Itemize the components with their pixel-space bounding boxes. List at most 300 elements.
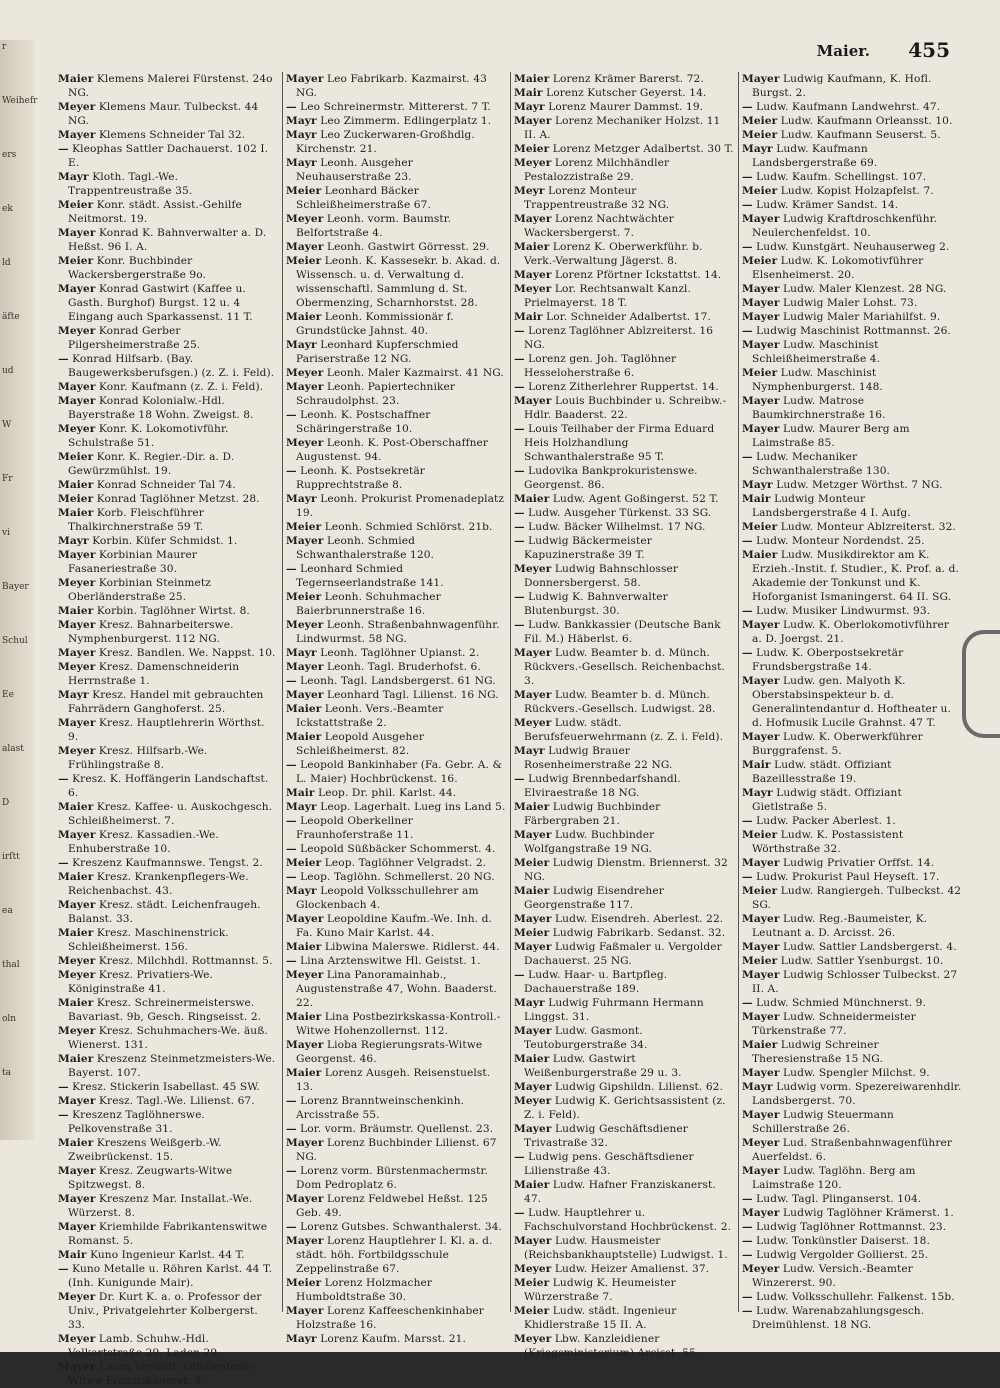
entry-surname: — bbox=[742, 1221, 753, 1233]
entry-details: Kresz. Schreinermeisterswe. Bavariast. 9b, Gesch. Ringseisst. 2. bbox=[68, 997, 262, 1023]
directory-entry bbox=[286, 436, 506, 464]
entry-details: Ludwig Buchbinder Färbergraben 21. bbox=[524, 801, 661, 827]
entry-surname: Mayer bbox=[742, 941, 780, 953]
edge-fragment: ek bbox=[2, 204, 13, 214]
entry-surname: — bbox=[514, 465, 525, 477]
directory-entry bbox=[286, 1094, 506, 1122]
directory-entry bbox=[58, 1220, 278, 1248]
entry-surname: — bbox=[742, 451, 753, 463]
entry-surname: Meyer bbox=[514, 283, 552, 295]
directory-entry bbox=[742, 646, 962, 674]
entry-details: Konr. Kaufmann (z. Z. i. Feld). bbox=[95, 381, 264, 393]
directory-entry bbox=[514, 940, 734, 968]
entry-surname: Mayer bbox=[286, 1137, 324, 1149]
entry-details: Konr. Buchbinder Wackersbergerstraße 9o. bbox=[68, 255, 207, 281]
entry-details: Ludw. Versich.-Beamter Winzererst. 90. bbox=[752, 1263, 913, 1289]
entry-surname: Meyer bbox=[742, 1263, 780, 1275]
entry-details: Korbinian Steinmetz Oberländerstraße 25. bbox=[68, 577, 211, 603]
directory-entry bbox=[514, 324, 734, 352]
directory-entry bbox=[58, 450, 278, 478]
entry-details: Kresz. Hilfsarb.-We. Frühlingstraße 8. bbox=[68, 745, 208, 771]
running-head: Maier. bbox=[816, 42, 870, 60]
entry-details: Lorenz Feldwebel Heßst. 125 Geb. 49. bbox=[296, 1193, 488, 1219]
entry-surname: Mayer bbox=[742, 73, 780, 85]
directory-entry bbox=[514, 646, 734, 688]
entry-details: Kresz. Zeugwarts-Witwe Spitzwegst. 8. bbox=[68, 1165, 233, 1191]
entry-surname: Meier bbox=[514, 1277, 550, 1289]
directory-entry bbox=[58, 744, 278, 772]
entry-details: Ludw. Schmied Münchnerst. 9. bbox=[752, 997, 926, 1009]
directory-entry bbox=[742, 1080, 962, 1108]
entry-surname: Maier bbox=[58, 1053, 94, 1065]
directory-entry bbox=[514, 1024, 734, 1052]
entry-details: Leop. Taglöhner Velgradst. 2. bbox=[321, 857, 487, 869]
directory-entry bbox=[742, 198, 962, 212]
directory-entry bbox=[58, 198, 278, 226]
entry-surname: — bbox=[58, 1109, 69, 1121]
entry-surname: Mayer bbox=[742, 213, 780, 225]
directory-entry bbox=[514, 1276, 734, 1304]
entry-surname: Meier bbox=[742, 129, 778, 141]
entry-details: Ludw. Kunstgärt. Neuhauserweg 2. bbox=[752, 241, 950, 253]
directory-entry bbox=[742, 758, 962, 786]
entry-details: Leonh. Prokurist Promenadeplatz 19. bbox=[296, 493, 505, 519]
entry-details: Ludw. Agent Goßingerst. 52 T. bbox=[549, 493, 719, 505]
entry-surname: Meier bbox=[58, 493, 94, 505]
entry-details: Kresz. Milchhdl. Rottmannst. 5. bbox=[95, 955, 273, 967]
entry-details: Ludw. Beamter b. d. Münch. Rückvers.-Gesellsch. Reichenbachst. 3. bbox=[524, 647, 725, 687]
adjacent-page-edge bbox=[0, 40, 38, 1140]
directory-entry bbox=[514, 1304, 734, 1332]
entry-surname: Maier bbox=[58, 507, 94, 519]
directory-entry bbox=[514, 520, 734, 534]
entry-details: Konrad K. Bahnverwalter a. D. Heßst. 96 I. A. bbox=[68, 227, 267, 253]
entry-details: Leopold Volksschullehrer am Glockenbach 4. bbox=[296, 885, 479, 911]
entry-details: Leonh. Maler Kazmairst. 41 NG. bbox=[323, 367, 504, 379]
entry-details: Ludw. Beamter b. d. Münch. Rückvers.-Gesellsch. Ludwigst. 28. bbox=[524, 689, 716, 715]
entry-details: Leop. Lagerhalt. Lueg ins Land 5. bbox=[316, 801, 506, 813]
directory-entry bbox=[742, 338, 962, 366]
entry-surname: Mayer bbox=[58, 381, 96, 393]
directory-entry bbox=[742, 142, 962, 170]
entry-details: Ludw. K. Oberpostsekretär Frundsbergstraße 14. bbox=[752, 647, 904, 673]
directory-entry bbox=[58, 660, 278, 688]
entry-surname: Mayr bbox=[58, 171, 89, 183]
directory-entry bbox=[514, 492, 734, 506]
entry-surname: Meyer bbox=[58, 1291, 96, 1303]
entry-details: Leonh. Ausgeher Neuhauserstraße 23. bbox=[296, 157, 413, 183]
entry-details: Lor. Schneider Adalbertst. 17. bbox=[542, 311, 711, 323]
entry-details: Ludw. gen. Malyoth K. Oberstabsinspekteur b. d. Generalintendantur d. Hoftheater u. d. Hofmusik Lucile Grahnst. 47 T. bbox=[752, 675, 951, 729]
edge-fragment: vi bbox=[2, 528, 10, 538]
page-number: 455 bbox=[908, 38, 950, 62]
entry-details: Lorenz Pförtner Ickstattst. 14. bbox=[551, 269, 722, 281]
directory-entry bbox=[742, 548, 962, 604]
entry-surname: Meier bbox=[286, 857, 322, 869]
entry-details: Lorenz Metzger Adalbertst. 30 T. bbox=[549, 143, 734, 155]
edge-fragment: Fr bbox=[2, 474, 13, 484]
directory-entry bbox=[742, 478, 962, 492]
edge-fragment: ta bbox=[2, 1068, 11, 1078]
directory-entry bbox=[514, 688, 734, 716]
directory-entry bbox=[286, 100, 506, 114]
entry-details: Ludw. Gastwirt Weißenburgerstraße 29 u. 3. bbox=[524, 1053, 682, 1079]
entry-surname: — bbox=[514, 381, 525, 393]
directory-entry bbox=[58, 870, 278, 898]
entry-surname: Meyer bbox=[58, 661, 96, 673]
entry-surname: — bbox=[286, 871, 297, 883]
entry-details: Kresz. Bahnarbeiterswe. Nymphenburgerst. 112 NG. bbox=[68, 619, 234, 645]
entry-surname: Mayr bbox=[286, 647, 317, 659]
entry-surname: Mayer bbox=[742, 731, 780, 743]
entry-surname: Mayer bbox=[58, 1165, 96, 1177]
entry-details: Ludw. städt. Berufsfeuerwehrmann (z. Z. i. Feld). bbox=[524, 717, 724, 743]
entry-surname: — bbox=[742, 647, 753, 659]
entry-details: Ludw. städt. Ingenieur Khidlerstraße 15 II. A. bbox=[524, 1305, 677, 1331]
entry-details: Leop. Taglöhn. Schmellerst. 20 NG. bbox=[296, 871, 495, 883]
entry-details: Ludw. Maschinist Nymphenburgerst. 148. bbox=[752, 367, 883, 393]
entry-details: Leonhard Kupferschmied Pariserstraße 12 NG. bbox=[296, 339, 459, 365]
entry-details: Leo Fabrikarb. Kazmairst. 43 NG. bbox=[296, 73, 487, 99]
directory-entry bbox=[286, 520, 506, 534]
directory-entry bbox=[286, 912, 506, 940]
directory-entry bbox=[742, 954, 962, 968]
entry-surname: Meier bbox=[514, 927, 550, 939]
directory-entry bbox=[742, 422, 962, 450]
directory-entry bbox=[58, 1360, 278, 1388]
edge-fragment: alast bbox=[2, 744, 24, 754]
entry-surname: — bbox=[514, 969, 525, 981]
directory-entry bbox=[742, 674, 962, 730]
directory-entry bbox=[58, 716, 278, 744]
entry-details: Ludwig Fabrikarb. Sedanst. 32. bbox=[549, 927, 726, 939]
entry-details: Ludw. Bäcker Wilhelmst. 17 NG. bbox=[524, 521, 706, 533]
entry-surname: Mayer bbox=[742, 1207, 780, 1219]
entry-surname: Meyer bbox=[514, 717, 552, 729]
entry-surname: Mayer bbox=[286, 689, 324, 701]
directory-entry bbox=[286, 408, 506, 436]
directory-entry bbox=[742, 366, 962, 394]
entry-details: Ludw. Hafner Franziskanerst. 47. bbox=[524, 1179, 716, 1205]
entry-details: Ludwig Monteur Landsbergerstraße 4 I. Aufg. bbox=[752, 493, 911, 519]
entry-details: Leonh. K. Post-Oberschaffner Augustenst. 94. bbox=[296, 437, 489, 463]
directory-entry bbox=[286, 940, 506, 954]
entry-surname: Mayer bbox=[742, 1165, 780, 1177]
directory-entry bbox=[58, 548, 278, 576]
entry-surname: Maier bbox=[514, 73, 550, 85]
entry-surname: — bbox=[514, 507, 525, 519]
directory-entry bbox=[286, 800, 506, 814]
entry-details: Ludw. Gasmont. Teutoburgerstraße 34. bbox=[524, 1025, 648, 1051]
entry-details: Konrad Taglöhner Metzst. 28. bbox=[93, 493, 260, 505]
directory-entry bbox=[514, 422, 734, 464]
entry-surname: Mayer bbox=[58, 717, 96, 729]
entry-surname: Mayer bbox=[514, 269, 552, 281]
entry-details: Leopold Bankinhaber (Fa. Gebr. A. & L. Maier) Hochbrückenst. 16. bbox=[296, 759, 503, 785]
entry-surname: Maier bbox=[286, 1067, 322, 1079]
entry-details: Ludw. Mechaniker Schwanthalerstraße 130. bbox=[752, 451, 891, 477]
directory-entry bbox=[742, 282, 962, 296]
directory-entry bbox=[514, 828, 734, 856]
entry-details: Ludw. Monteur Ablzreiterst. 32. bbox=[777, 521, 956, 533]
directory-entry bbox=[58, 772, 278, 800]
entry-surname: Mayer bbox=[514, 395, 552, 407]
directory-entry bbox=[514, 1052, 734, 1080]
edge-fragment: äfte bbox=[2, 312, 20, 322]
entry-surname: Mayer bbox=[742, 1109, 780, 1121]
directory-entry bbox=[58, 1262, 278, 1290]
entry-details: Leonh. Papiertechniker Schraudolphst. 23. bbox=[296, 381, 456, 407]
entry-surname: Meyer bbox=[286, 437, 324, 449]
directory-entry bbox=[514, 506, 734, 520]
entry-surname: — bbox=[286, 465, 297, 477]
entry-details: Ludw. städt. Offiziant Bazeillesstraße 19. bbox=[752, 759, 892, 785]
directory-entry bbox=[58, 72, 278, 100]
entry-surname: — bbox=[514, 521, 525, 533]
entry-details: Libwina Malerswe. Ridlerst. 44. bbox=[321, 941, 500, 953]
directory-entry bbox=[58, 142, 278, 170]
entry-details: Konrad Gerber Pilgersheimerstraße 25. bbox=[68, 325, 201, 351]
directory-entry bbox=[742, 310, 962, 324]
directory-entry bbox=[286, 380, 506, 408]
entry-surname: Meyer bbox=[742, 1137, 780, 1149]
directory-entry bbox=[514, 114, 734, 142]
entry-surname: Meier bbox=[286, 185, 322, 197]
entry-details: Ludwig Maler Mariahilfst. 9. bbox=[779, 311, 941, 323]
entry-details: Ludwig Schlosser Tulbeckst. 27 II. A. bbox=[752, 969, 958, 995]
entry-surname: — bbox=[514, 535, 525, 547]
directory-entry bbox=[742, 786, 962, 814]
entry-details: Ludw. Spengler Milchst. 9. bbox=[779, 1067, 930, 1079]
entry-surname: Mayr bbox=[742, 143, 773, 155]
directory-entry bbox=[742, 1136, 962, 1164]
directory-entry bbox=[514, 184, 734, 212]
entry-details: Ludwig Fuhrmann Hermann Linggst. 31. bbox=[524, 997, 704, 1023]
entry-surname: Mayer bbox=[514, 1081, 552, 1093]
entry-surname: Maier bbox=[58, 73, 94, 85]
entry-surname: — bbox=[286, 759, 297, 771]
directory-entry bbox=[742, 730, 962, 758]
entry-details: Korbinian Maurer Fasaneriestraße 30. bbox=[68, 549, 197, 575]
entry-surname: Meyer bbox=[58, 423, 96, 435]
directory-entry bbox=[286, 366, 506, 380]
entry-surname: Mayer bbox=[58, 619, 96, 631]
directory-entry bbox=[58, 1108, 278, 1136]
entry-surname: Meyer bbox=[286, 367, 324, 379]
entry-surname: Maier bbox=[514, 1179, 550, 1191]
entry-details: Leonh. vorm. Baumstr. Belfortstraße 4. bbox=[296, 213, 452, 239]
entry-surname: Meyr bbox=[514, 185, 545, 197]
entry-surname: Mayer bbox=[742, 339, 780, 351]
entry-surname: Meyer bbox=[286, 619, 324, 631]
entry-details: Lud. Straßenbahnwagenführer Auerfeldst. 6. bbox=[752, 1137, 953, 1163]
entry-details: Leonh. Straßenbahnwagenführ. Lindwurmst. 58 NG. bbox=[296, 619, 500, 645]
directory-entry bbox=[742, 534, 962, 548]
entry-surname: Mayr bbox=[286, 801, 317, 813]
entry-details: Leonh. Tagl. Bruderhofst. 6. bbox=[323, 661, 481, 673]
entry-details: Kriemhilde Fabrikantenswitwe Romanst. 5. bbox=[68, 1221, 268, 1247]
entry-details: Kreszenz Steinmetzmeisters-We. Bayerst. 107. bbox=[68, 1053, 276, 1079]
entry-surname: Mayer bbox=[514, 689, 552, 701]
entry-surname: Mayr bbox=[514, 101, 545, 113]
entry-surname: Maier bbox=[58, 997, 94, 1009]
entry-details: Konrad Gastwirt (Kaffee u. Gasth. Burghof) Burgst. 12 u. 4 Eingang auch Sparkassenst. 11 T. bbox=[68, 283, 253, 323]
entry-details: Leonhard Schmied Tegernseerlandstraße 141. bbox=[296, 563, 444, 589]
directory-entry bbox=[58, 226, 278, 254]
entry-surname: Meyer bbox=[286, 213, 324, 225]
entry-details: Leo Schreinermstr. Mittererst. 7 T. bbox=[296, 101, 491, 113]
entry-details: Kresz. Bandlen. We. Nappst. 10. bbox=[95, 647, 276, 659]
directory-entry bbox=[286, 1010, 506, 1038]
entry-surname: Mair bbox=[514, 87, 543, 99]
entry-details: Leonh. Schuhmacher Baierbrunnerstraße 16. bbox=[296, 591, 441, 617]
directory-entry bbox=[58, 254, 278, 282]
entry-surname: Meier bbox=[286, 521, 322, 533]
directory-columns bbox=[58, 72, 963, 1387]
entry-details: Klemens Maur. Tulbeckst. 44 NG. bbox=[68, 101, 259, 127]
entry-details: Lorenz Krämer Barerst. 72. bbox=[549, 73, 704, 85]
entry-details: Ludwig Maschinist Rottmannst. 26. bbox=[752, 325, 951, 337]
directory-entry bbox=[514, 380, 734, 394]
entry-details: Kreszenz Mar. Installat.-We. Würzerst. 8. bbox=[68, 1193, 253, 1219]
entry-details: Ludw. Heizer Amalienst. 37. bbox=[551, 1263, 710, 1275]
entry-surname: Mayr bbox=[58, 535, 89, 547]
page-header bbox=[40, 38, 950, 66]
entry-surname: Mayer bbox=[58, 395, 96, 407]
directory-entry bbox=[514, 1178, 734, 1206]
entry-details: Kreszenz Kaufmannswe. Tengst. 2. bbox=[68, 857, 263, 869]
entry-details: Lor. Rechtsanwalt Kanzl. Prielmayerst. 18 T. bbox=[524, 283, 691, 309]
entry-surname: Meyer bbox=[514, 1333, 552, 1345]
directory-entry bbox=[514, 72, 734, 86]
entry-surname: Meyer bbox=[514, 563, 552, 575]
entry-details: Ludwig Faßmaler u. Vergolder Dachauerst. 25 NG. bbox=[524, 941, 722, 967]
entry-surname: Mayer bbox=[742, 913, 780, 925]
directory-entry bbox=[742, 1192, 962, 1206]
entry-surname: Mayer bbox=[742, 1011, 780, 1023]
entry-details: Laura Verwalt.-Offizientens-Witwe Franziskanerst. 5. bbox=[68, 1361, 254, 1387]
directory-entry bbox=[58, 422, 278, 450]
entry-surname: Maier bbox=[742, 549, 778, 561]
entry-details: Kresz. städt. Leichenfraugeh. Balanst. 33. bbox=[68, 899, 261, 925]
directory-entry bbox=[286, 688, 506, 702]
entry-details: Ludw. K. Postassistent Wörthstraße 32. bbox=[752, 829, 904, 855]
entry-details: Louis Teilhaber der Firma Eduard Heis Holzhandlung Schwanthalerstraße 95 T. bbox=[524, 423, 715, 463]
directory-entry bbox=[514, 996, 734, 1024]
entry-details: Ludwig Bäckermeister Kapuzinerstraße 39 T. bbox=[524, 535, 652, 561]
entry-surname: Maier bbox=[514, 493, 550, 505]
entry-surname: Meier bbox=[742, 885, 778, 897]
entry-details: Ludwig pens. Geschäftsdiener Lilienstraße 43. bbox=[524, 1151, 694, 1177]
entry-details: Kuno Metalle u. Röhren Karlst. 44 T. (Inh. Kunigunde Mair). bbox=[68, 1263, 273, 1289]
directory-entry bbox=[286, 212, 506, 240]
entry-surname: Meyer bbox=[514, 1095, 552, 1107]
entry-surname: Mayer bbox=[58, 129, 96, 141]
entry-details: Ludw. Rangiergeh. Tulbeckst. 42 SG. bbox=[752, 885, 962, 911]
entry-details: Ludovika Bankprokuristenswe. Georgenst. 86. bbox=[524, 465, 698, 491]
entry-details: Ludw. Sattler Ysenburgst. 10. bbox=[777, 955, 944, 967]
entry-surname: — bbox=[514, 1151, 525, 1163]
directory-entry bbox=[742, 240, 962, 254]
entry-surname: Mayr bbox=[286, 885, 317, 897]
directory-entry bbox=[742, 1304, 962, 1332]
entry-surname: Meyer bbox=[286, 969, 324, 981]
entry-details: Lorenz Milchhändler Pestalozzistraße 29. bbox=[524, 157, 670, 183]
directory-entry bbox=[742, 184, 962, 198]
entry-surname: Maier bbox=[514, 885, 550, 897]
directory-entry bbox=[742, 72, 962, 100]
entry-details: Kreszens Weißgerb.-W. Zweibrückenst. 15. bbox=[68, 1137, 222, 1163]
entry-surname: Maier bbox=[742, 1039, 778, 1051]
entry-surname: Mair bbox=[286, 787, 315, 799]
entry-surname: Meier bbox=[286, 255, 322, 267]
directory-entry bbox=[58, 828, 278, 856]
entry-surname: Mayer bbox=[514, 213, 552, 225]
directory-entry bbox=[286, 660, 506, 674]
entry-surname: — bbox=[58, 143, 69, 155]
entry-details: Lorenz gen. Joh. Taglöhner Hesseloherstraße 6. bbox=[524, 353, 677, 379]
entry-details: Ludw. Eisendreh. Aberlest. 22. bbox=[551, 913, 724, 925]
entry-details: Klemens Schneider Tal 32. bbox=[95, 129, 246, 141]
entry-surname: Maier bbox=[286, 311, 322, 323]
entry-surname: Mair bbox=[58, 1249, 87, 1261]
entry-details: Lorenz Nachtwächter Wackersbergerst. 7. bbox=[524, 213, 674, 239]
entry-surname: — bbox=[514, 423, 525, 435]
directory-entry bbox=[286, 1332, 506, 1346]
entry-surname: — bbox=[286, 1095, 297, 1107]
entry-details: Louis Buchbinder u. Schreibw.-Hdlr. Baaderst. 22. bbox=[524, 395, 727, 421]
entry-surname: Mayr bbox=[286, 339, 317, 351]
entry-surname: Mayr bbox=[286, 1333, 317, 1345]
entry-details: Konr. K. Lokomotivführ. Schulstraße 51. bbox=[68, 423, 229, 449]
entry-details: Ludw. Haar- u. Bartpfleg. Dachauerstraße 189. bbox=[524, 969, 668, 995]
entry-surname: Mair bbox=[514, 311, 543, 323]
entry-details: Ludw. Schneidermeister Türkenstraße 77. bbox=[752, 1011, 916, 1037]
directory-entry bbox=[742, 212, 962, 240]
entry-details: Ludwig Kaufmann, K. Hofl. Burgst. 2. bbox=[752, 73, 932, 99]
directory-entry bbox=[58, 506, 278, 534]
entry-surname: Meier bbox=[742, 185, 778, 197]
directory-entry bbox=[286, 1066, 506, 1094]
directory-entry bbox=[742, 604, 962, 618]
entry-details: Kresz. K. Hoffängerin Landschaftst. 6. bbox=[68, 773, 269, 799]
directory-entry bbox=[58, 996, 278, 1024]
entry-details: Leonh. K. Postsekretär Rupprechtstraße 8. bbox=[296, 465, 425, 491]
directory-entry bbox=[742, 324, 962, 338]
edge-fragment: Schul bbox=[2, 636, 28, 646]
entry-surname: Mayr bbox=[742, 479, 773, 491]
directory-entry bbox=[58, 1164, 278, 1192]
directory-entry bbox=[286, 184, 506, 212]
directory-entry bbox=[58, 282, 278, 324]
entry-surname: Mayr bbox=[514, 745, 545, 757]
entry-details: Ludwig Taglöhner Krämerst. 1. bbox=[779, 1207, 954, 1219]
directory-entry bbox=[742, 1248, 962, 1262]
entry-details: Lorenz Zitherlehrer Ruppertst. 14. bbox=[524, 381, 719, 393]
entry-details: Ludw. Hauptlehrer u. Fachschulvorstand Hochbrückenst. 2. bbox=[524, 1207, 732, 1233]
entry-surname: Mayer bbox=[742, 675, 780, 687]
directory-entry bbox=[58, 394, 278, 422]
directory-entry bbox=[286, 114, 506, 128]
directory-entry bbox=[742, 870, 962, 884]
entry-surname: Maier bbox=[514, 1053, 550, 1065]
entry-surname: — bbox=[286, 815, 297, 827]
entry-surname: Mair bbox=[742, 493, 771, 505]
entry-surname: Mayer bbox=[286, 1193, 324, 1205]
directory-entry bbox=[58, 170, 278, 198]
entry-surname: Mayr bbox=[58, 689, 89, 701]
binder-clip bbox=[962, 630, 1000, 738]
